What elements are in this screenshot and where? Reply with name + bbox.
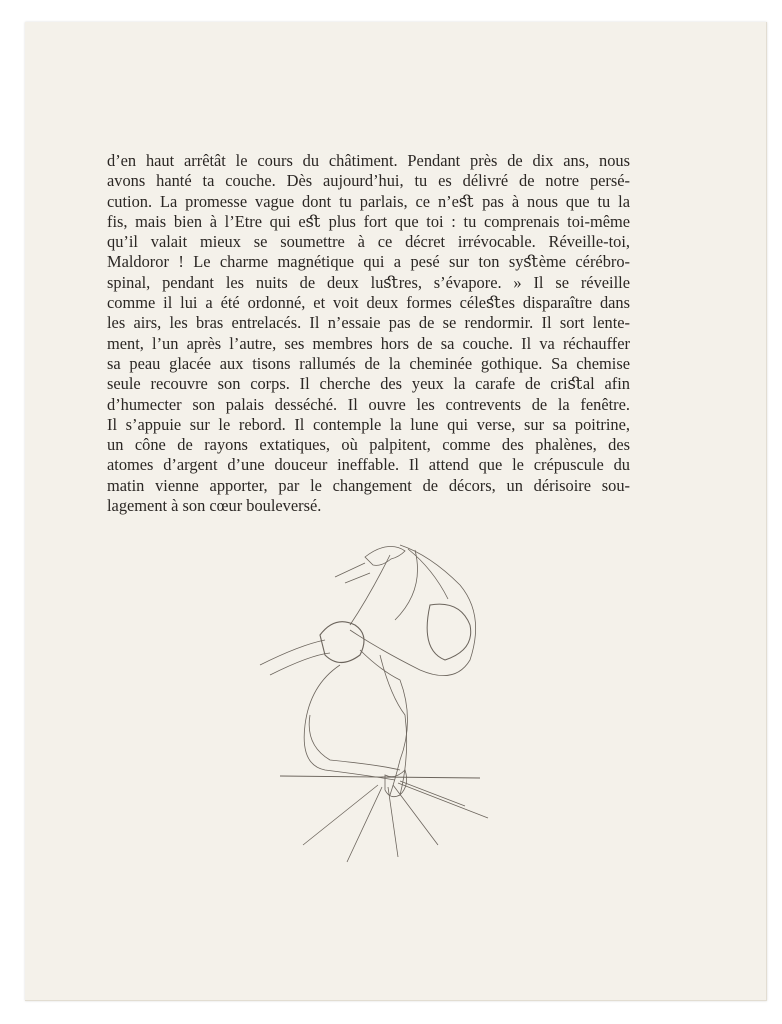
text-line: d’en haut arrêtât le cours du châtiment. Pendant près de dix ans, nous (107, 151, 630, 170)
text-line: lagement à son cœur bouleversé. (107, 496, 322, 516)
text-line: fis, mais bien à l’Etre qui eﬆ plus fort que toi : tu comprenais toi-même (107, 211, 630, 231)
text-line: avons hanté ta couche. Dès aujourd’hui, tu es délivré de notre persé- (107, 171, 630, 191)
text-line: comme il lui a été ordonné, et voit deux formes céleﬆes disparaître dans (107, 293, 630, 313)
text-line: cution. La promesse vague dont tu parlais, ce n’eﬆ pas à nous que tu la (107, 191, 630, 211)
text-line: atomes d’argent d’une douceur ineffable. Il attend que le crépuscule du (107, 455, 630, 475)
text-line: sa peau glacée aux tisons rallumés de la cheminée gothique. Sa chemise (107, 353, 630, 373)
text-line: Maldoror ! Le charme magnétique qui a pesé sur ton syﬆème cérébro- (107, 252, 630, 272)
text-line: ment, l’un après l’autre, ses membres hors de sa couche. Il va réchauffer (107, 333, 630, 353)
body-text (107, 151, 630, 516)
text-line: seule recouvre son corps. Il cherche des yeux la carafe de criﬆal afin (107, 374, 630, 394)
text-line: qu’il valait mieux se soumettre à ce décret irrévocable. Réveille-toi, (107, 232, 630, 252)
text-line: les airs, les bras entrelacés. Il n’essaie pas de se rendormir. Il sort lente- (107, 313, 630, 333)
text-line: Il s’appuie sur le rebord. Il contemple la lune qui verse, sur sa poitrine, (107, 414, 630, 434)
text-line: un cône de rayons extatiques, où palpitent, comme des phalènes, des (107, 435, 630, 455)
text-line: matin vienne apporter, par le changement de décors, un dérisoire sou- (107, 475, 630, 495)
text-line: spinal, pendant les nuits de deux luﬆres, s’évapore. » Il se réveille (107, 272, 630, 292)
etching-illustration (250, 535, 500, 865)
text-line: d’humecter son palais desséché. Il ouvre les contrevents de la fenêtre. (107, 394, 630, 414)
